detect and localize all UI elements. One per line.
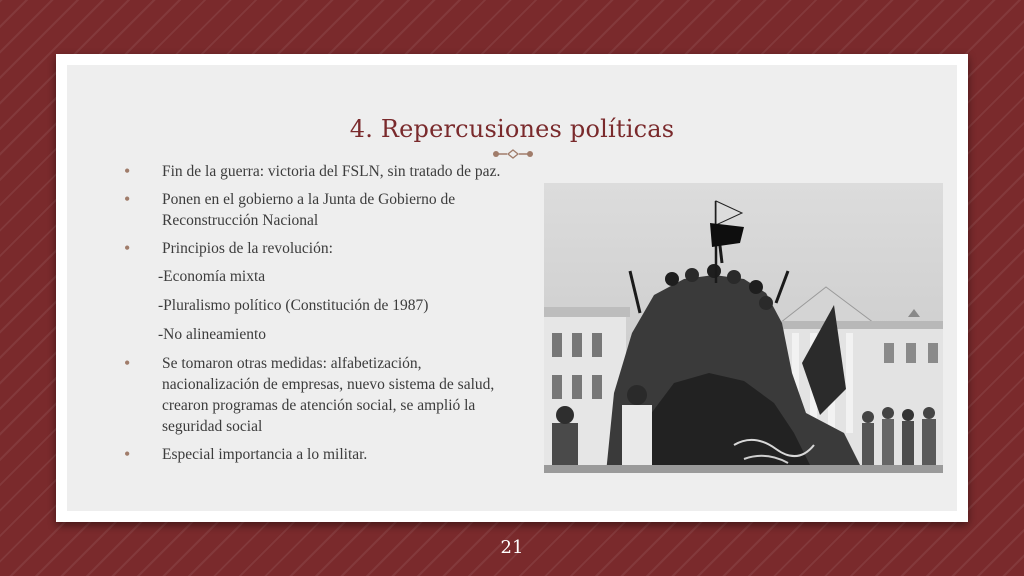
sub-item-text: -Economía mixta: [158, 268, 266, 285]
bullet-item: [119, 189, 519, 231]
bullet-item: [119, 238, 519, 259]
bullet-text: Fin de la guerra: victoria del FSLN, sin tratado de paz.: [162, 163, 501, 180]
page-number: 21: [500, 537, 524, 558]
slide-card: [56, 54, 968, 522]
bullet-dot-icon: •: [124, 189, 131, 209]
bullet-dot-icon: •: [124, 353, 131, 373]
slide-content-panel: [67, 65, 957, 511]
bullet-list: [119, 161, 519, 472]
bullet-dot-icon: •: [124, 444, 131, 464]
bullet-item: [119, 444, 519, 465]
bullet-text: Se tomaron otras medidas: alfabetización, nacionalización de empresas, nuevo sistema de salud, crearon programas de atención social, se amplió la seguridad social: [162, 355, 495, 435]
sub-item: [119, 266, 519, 287]
historical-photo: [544, 183, 943, 473]
divider-ornament-icon: [493, 149, 533, 159]
bullet-text: Principios de la revolución:: [162, 240, 333, 257]
sub-item: [119, 324, 519, 345]
sub-item: [119, 295, 519, 316]
sub-item-text: -Pluralismo político (Constitución de 1987): [158, 297, 429, 314]
bullet-item: [119, 353, 519, 437]
sub-item-text: -No alineamiento: [158, 326, 267, 343]
bullet-dot-icon: •: [124, 238, 131, 258]
bullet-text: Ponen en el gobierno a la Junta de Gobierno de Reconstrucción Nacional: [162, 191, 456, 229]
bullet-dot-icon: •: [124, 161, 131, 181]
bullet-item: [119, 161, 519, 182]
bullet-text: Especial importancia a lo militar.: [162, 446, 368, 463]
photo-icon: [544, 183, 943, 473]
slide-title: 4. Repercusiones políticas: [349, 115, 675, 143]
